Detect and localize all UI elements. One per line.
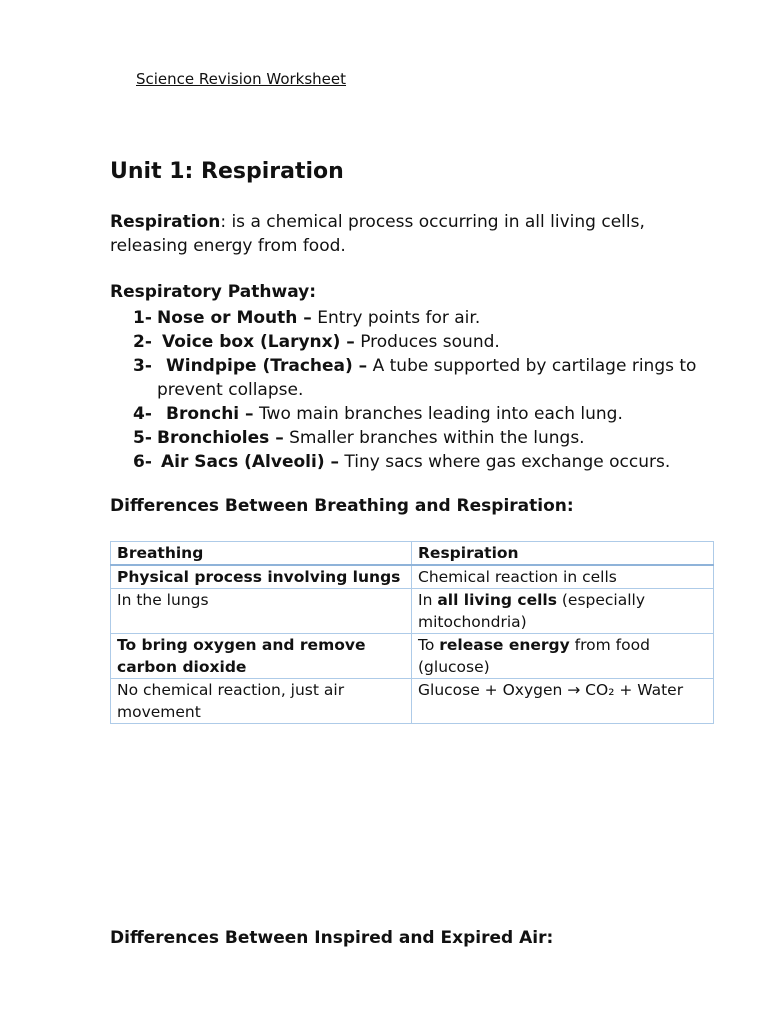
pathway-item-term: Windpipe (Trachea) – [166,356,368,376]
pathway-item-text [157,306,480,330]
cell-text: from food (glucose) [418,636,650,676]
pathway-item-term: Air Sacs (Alveoli) – [161,452,340,472]
pathway-item-number: 6- [133,452,152,472]
table-cell: Chemical reaction in cells [412,565,714,589]
pathway-item [110,426,720,450]
pathway-item-term: Nose or Mouth – [157,308,312,328]
inspired-expired-heading: Differences Between Inspired and Expired Air: [110,928,554,948]
pathway-item [110,402,720,426]
pathway-item [110,354,720,402]
unit-title: Unit 1: Respiration [110,159,344,184]
pathway-list [110,306,720,474]
cell-text: To [418,636,440,654]
pathway-item [110,330,720,354]
table-cell: Glucose + Oxygen → CO₂ + Water [412,679,714,724]
pathway-item-desc: Tiny sacs where gas exchange occurs. [339,452,671,472]
cell-emphasis: release energy [439,636,570,654]
table-row [111,679,714,724]
pathway-item-text [157,426,585,450]
comparison-table [110,541,714,724]
breathing-respiration-heading: Differences Between Breathing and Respiration: [110,496,574,516]
pathway-item [110,306,720,330]
pathway-item [110,450,720,474]
table-header-row [111,542,714,566]
table-cell: Physical process involving lungs [111,565,412,589]
definition-term: Respiration [110,212,221,232]
table-cell: In the lungs [111,589,412,634]
table-row [111,589,714,634]
pathway-item-desc: Smaller branches within the lungs. [283,428,585,448]
cell-emphasis: all living cells [437,591,557,609]
pathway-item-desc: A tube supported by cartilage rings to prevent collapse. [157,356,697,400]
table-cell [412,589,714,634]
worksheet-title: Science Revision Worksheet [136,70,347,88]
pathway-item-text [162,330,500,354]
table-cell [412,634,714,679]
pathway-item-number: 2- [133,332,152,352]
pathway-item-term: Bronchi – [166,404,254,424]
pathway-heading: Respiratory Pathway: [110,282,317,302]
pathway-item-term: Voice box (Larynx) – [162,332,355,352]
pathway-item-number: 3- [133,356,152,376]
pathway-item-text [157,354,697,402]
column-header-breathing: Breathing [111,542,412,566]
table-cell: No chemical reaction, just air movement [111,679,412,724]
pathway-item-desc: Produces sound. [354,332,500,352]
cell-text: (especially mitochondria) [418,591,646,631]
pathway-item-term: Bronchioles – [157,428,284,448]
pathway-item-desc: Two main branches leading into each lung. [253,404,623,424]
pathway-item-number: 4- [133,404,152,424]
respiration-definition [110,210,720,258]
pathway-item-text [166,402,623,426]
pathway-item-desc: Entry points for air. [311,308,481,328]
table-row [111,565,714,589]
pathway-item-text [161,450,670,474]
table-cell: To bring oxygen and remove carbon dioxide [111,634,412,679]
pathway-item-number: 1- [133,308,152,328]
table-row [111,634,714,679]
cell-text: In [418,591,438,609]
column-header-respiration: Respiration [412,542,714,566]
pathway-item-number: 5- [133,428,152,448]
definition-text: : is a chemical process occurring in all living cells, releasing energy from food. [110,212,645,256]
